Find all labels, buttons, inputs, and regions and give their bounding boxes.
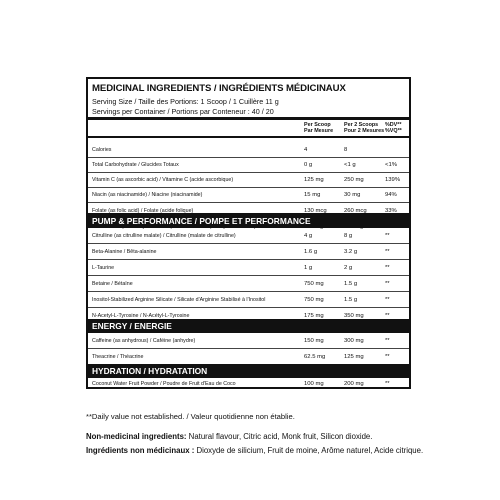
ingredient-name: Coconut Water Fruit Powder / Poudre de Fruit d'Eau de Coco xyxy=(92,380,236,387)
per-scoop-value: 15 mg xyxy=(304,192,321,198)
table-row xyxy=(88,378,409,389)
per-2-scoops-value: 1.5 g xyxy=(344,296,358,303)
ingredient-name: L-Taurine xyxy=(92,264,115,271)
ingredient-name: Folate (as folic acid) / Folate (acide folique) xyxy=(92,207,194,214)
panel-title: MEDICINAL INGREDIENTS / INGRÉDIENTS MÉDICINAUX xyxy=(92,83,346,94)
table-row xyxy=(88,188,409,203)
daily-value-footnote: **Daily value not established. / Valeur quotidienne non établie. xyxy=(86,412,295,421)
per-scoop-value: 750 mg xyxy=(304,280,324,287)
non-medicinal-ingredients-fr xyxy=(86,446,423,455)
col-head-per-2-scoops xyxy=(344,122,384,134)
per-2-scoops-value: 300 mg xyxy=(344,337,364,344)
serving-size: Serving Size / Taille des Portions: 1 Scoop / 1 Cuillère 11 g xyxy=(92,97,279,106)
per-2-scoops-value: 250 mg xyxy=(344,177,364,183)
per-scoop-value: 175 mg xyxy=(304,312,324,319)
dv-value: ** xyxy=(385,280,390,287)
per-scoop-value: 0 g xyxy=(304,162,313,168)
per-2-scoops-value: 3.2 g xyxy=(344,248,358,255)
per-2-scoops-value: 2 g xyxy=(344,264,353,271)
per-2-scoops-value: 200 mg xyxy=(344,380,364,387)
table-row xyxy=(88,276,409,292)
dv-value: <1% xyxy=(385,162,397,168)
ingredient-name: Caffeine (as anhydrous) / Caféine (anhydre) xyxy=(92,337,196,344)
servings-per-container: Servings per Container / Portions par Conteneur : 40 / 20 xyxy=(92,107,274,116)
header-rule xyxy=(88,117,409,120)
section-header-hydration: HYDRATION / HYDRATATION xyxy=(88,364,409,378)
per-scoop-value: 1 g xyxy=(304,264,313,271)
per-scoop-value: 4 g xyxy=(304,232,313,239)
col-head-dv-fr: %VQ** xyxy=(385,128,402,134)
per-scoop-value: 130 mcg xyxy=(304,207,327,214)
per-scoop-value: 150 mg xyxy=(304,337,324,344)
dv-value: 33% xyxy=(385,207,397,214)
supplement-facts-panel xyxy=(86,77,411,389)
section-header-pump-performance: PUMP & PERFORMANCE / POMPE ET PERFORMANCE xyxy=(88,213,409,228)
per-2-scoops-value: 125 mg xyxy=(344,354,364,360)
per-scoop-value: 4 xyxy=(304,147,308,153)
dv-value: 94% xyxy=(385,192,397,198)
col-head-per-2-scoops-fr: Pour 2 Mesures xyxy=(344,128,385,134)
non-medicinal-text-fr: Dioxyde de silicium, Fruit de moine, Arôme naturel, Acide citrique. xyxy=(194,446,424,455)
per-2-scoops-value: 350 mg xyxy=(344,312,364,319)
non-medicinal-ingredients-en xyxy=(86,432,372,441)
dv-value: ** xyxy=(385,337,390,344)
per-scoop-value: 100 mg xyxy=(304,380,324,387)
non-medicinal-label-en: Non-medicinal ingredients: xyxy=(86,432,187,441)
ingredient-name: Betaine / Bétaïne xyxy=(92,280,133,287)
dv-value: 139% xyxy=(385,177,401,183)
table-row xyxy=(88,260,409,276)
table-row xyxy=(88,173,409,188)
per-scoop-value: 750 mg xyxy=(304,296,324,303)
dv-value: ** xyxy=(385,312,390,319)
non-medicinal-text-en: Natural flavour, Citric acid, Monk fruit, Silicon dioxide. xyxy=(186,432,373,441)
col-head-dv-en: %DV** xyxy=(385,122,402,128)
dv-value: ** xyxy=(385,248,390,255)
ingredient-name: Citrulline (as citrulline malate) / Citrulline (malate de citrulline) xyxy=(92,232,236,239)
per-scoop-value: 125 mg xyxy=(304,177,324,183)
per-scoop-value: 1.6 g xyxy=(304,248,318,255)
per-2-scoops-value: <1 g xyxy=(344,162,356,168)
dv-value: ** xyxy=(385,232,390,239)
table-row xyxy=(88,158,409,173)
col-head-per-scoop-fr: Par Mesure xyxy=(304,128,334,134)
col-head-per-scoop xyxy=(304,122,333,134)
section-header-energy: ENERGY / ENERGIE xyxy=(88,319,409,333)
table-row xyxy=(88,333,409,349)
table-row xyxy=(88,292,409,308)
col-head-dv xyxy=(385,122,402,134)
per-2-scoops-value: 30 mg xyxy=(344,192,361,198)
table-row xyxy=(88,244,409,260)
ingredient-name: Vitamin C (as ascorbic acid) / Vitamine C (acide ascorbique) xyxy=(92,177,234,183)
dv-value: ** xyxy=(385,380,390,387)
table-row xyxy=(88,228,409,244)
per-2-scoops-value: 8 g xyxy=(344,232,353,239)
table-row xyxy=(88,349,409,365)
ingredient-name: Theacrine / Théacrine xyxy=(92,354,144,360)
col-head-per-scoop-en: Per Scoop xyxy=(304,122,331,128)
ingredient-name: Inositol-Stabilized Arginine Silicate / Silicate d'Arginine Stabilisé à l'Inositol xyxy=(92,296,266,303)
ingredient-name: Total Carbohydrate / Glucides Totaux xyxy=(92,162,179,168)
ingredient-name: Beta-Alanine / Bêta-alanine xyxy=(92,248,157,255)
ingredient-name: Niacin (as niacinamide) / Niacine (niacinamide) xyxy=(92,192,203,198)
column-header-rule xyxy=(88,136,409,138)
non-medicinal-label-fr: Ingrédients non médicinaux : xyxy=(86,446,195,455)
dv-value: ** xyxy=(385,296,390,303)
ingredient-name: Calories xyxy=(92,147,112,153)
col-head-per-2-scoops-en: Per 2 Scoops xyxy=(344,122,379,128)
dv-value: ** xyxy=(385,264,390,271)
per-2-scoops-value: 1.5 g xyxy=(344,280,358,287)
per-2-scoops-value: 260 mcg xyxy=(344,207,367,214)
dv-value: ** xyxy=(385,354,390,360)
per-scoop-value: 62.5 mg xyxy=(304,354,326,360)
per-2-scoops-value: 8 xyxy=(344,147,348,153)
table-row xyxy=(88,143,409,158)
ingredient-name: N-Acetyl-L-Tyrosine / N-Acétyl-L-Tyrosine xyxy=(92,312,190,319)
